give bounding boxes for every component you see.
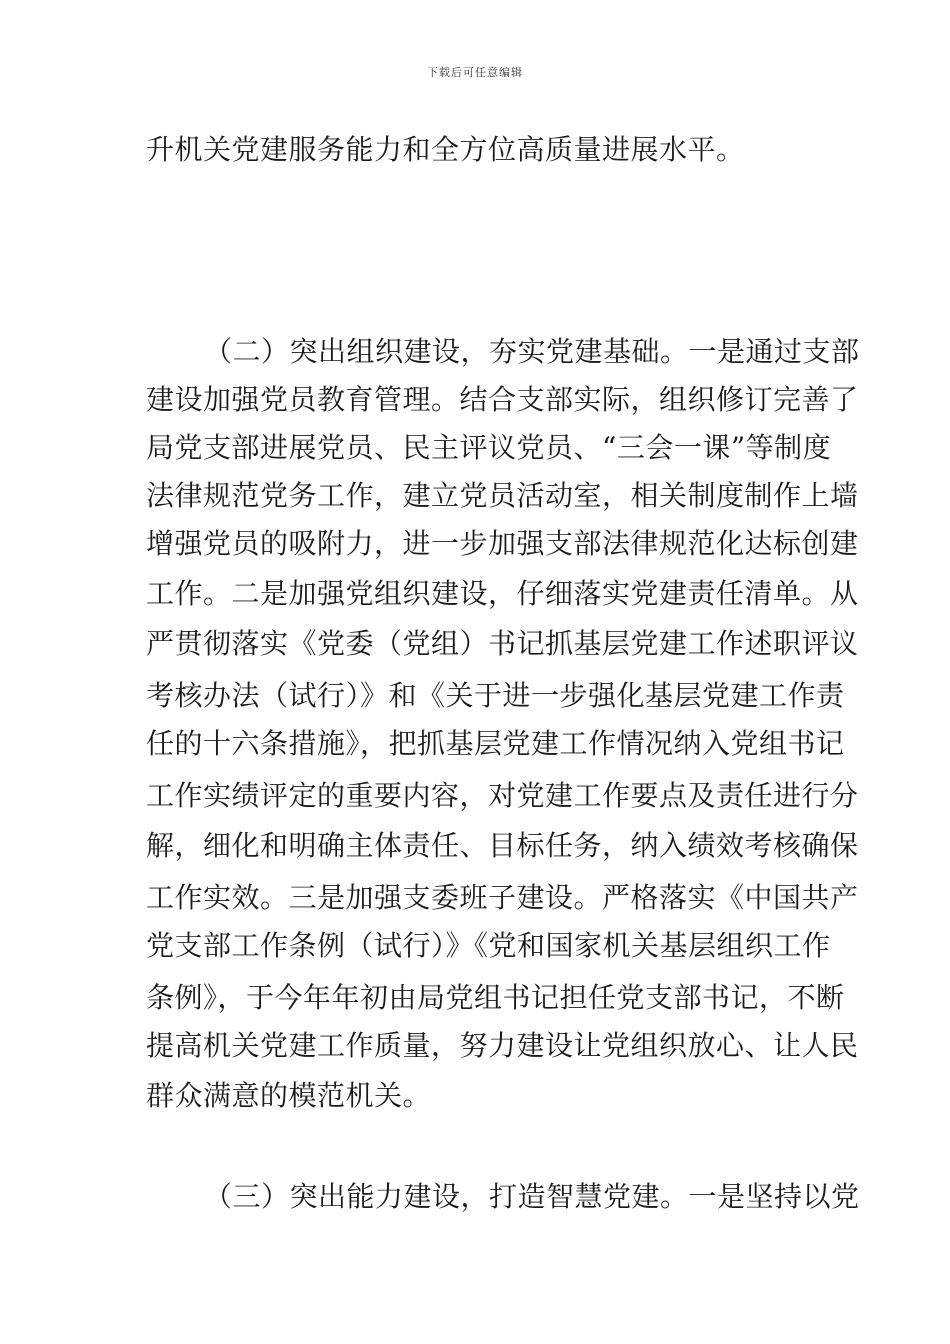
paragraph-line: 建设加强党员教育管理。结合支部实际，组织修订完善了 — [146, 383, 859, 416]
paragraph-line: 解，细化和明确主体责任、目标任务，纳入绩效考核确保 — [146, 829, 859, 862]
paragraph-line: 任的十六条措施》，把抓基层党建工作情况纳入党组书记 — [146, 727, 845, 760]
paragraph-line: 群众满意的模范机关。 — [146, 1079, 432, 1112]
paragraph-line: 党支部工作条例（试行）》《党和国家机关基层组织工作 — [146, 929, 831, 962]
paragraph-line: （二）突出组织建设，夯实党建基础。一是通过支部 — [204, 335, 860, 368]
paragraph-line: 升机关党建服务能力和全方位高质量进展水平。 — [146, 133, 745, 166]
paragraph-line: 工作实绩评定的重要内容，对党建工作要点及责任进行分 — [146, 779, 859, 812]
paragraph-line: 提高机关党建工作质量，努力建设让党组织放心、让人民 — [146, 1029, 859, 1062]
paragraph-line: 严贯彻落实《党委（党组）书记抓基层党建工作述职评议 — [146, 627, 859, 660]
page-header: 下载后可任意编辑 — [427, 66, 523, 79]
paragraph-line: 局党支部进展党员、民主评议党员、“三会一课”等制度 — [146, 431, 832, 464]
paragraph-line: （三）突出能力建设，打造智慧党建。一是坚持以党 — [204, 1180, 860, 1213]
paragraph-line: 法律规范党务工作，建立党员活动室，相关制度制作上墙 — [146, 479, 859, 512]
paragraph-line: 工作实效。三是加强支委班子建设。严格落实《中国共产 — [146, 881, 859, 914]
paragraph-line: 考核办法（试行）》和《关于进一步强化基层党建工作责 — [146, 679, 845, 712]
paragraph-line: 条例》，于今年年初由局党组书记担任党支部书记，不断 — [146, 981, 845, 1014]
paragraph-line: 工作。二是加强党组织建设，仔细落实党建责任清单。从 — [146, 577, 859, 610]
paragraph-line: 增强党员的吸附力，进一步加强支部法律规范化达标创建 — [146, 527, 859, 560]
